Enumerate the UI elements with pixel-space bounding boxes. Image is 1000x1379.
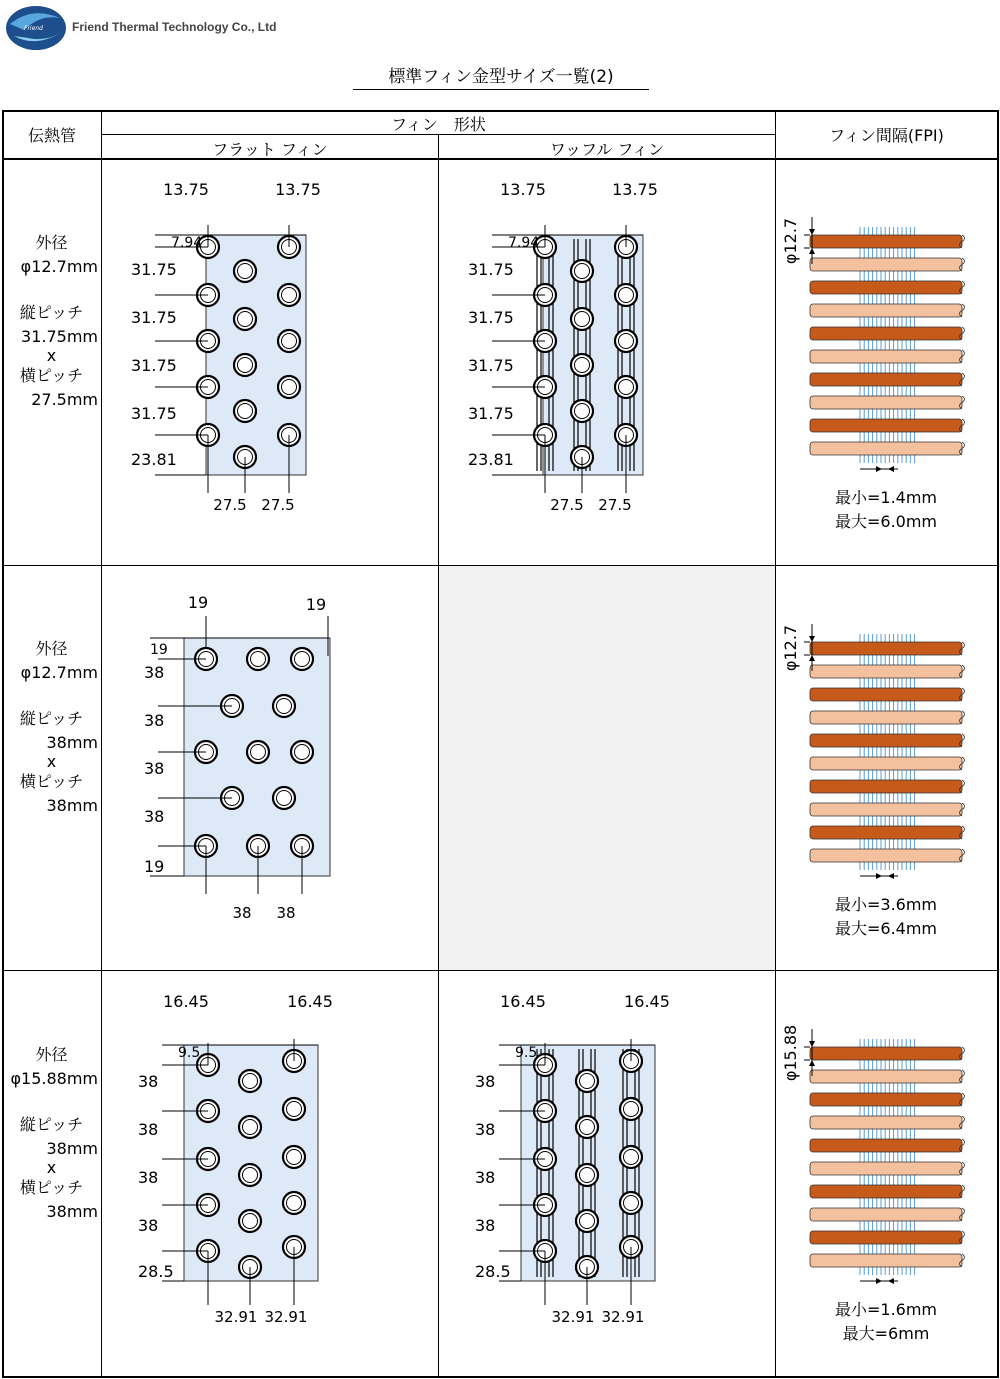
- header-fpi: フィン間隔(FPI): [829, 126, 944, 145]
- fpi-min-label: 最小=1.6mm: [834, 1300, 938, 1319]
- dim-first-offset: 9.5: [178, 1045, 201, 1061]
- dim-top-right: 13.75: [275, 180, 321, 199]
- arrow-head: [809, 636, 815, 642]
- tube-section: [810, 780, 962, 793]
- dim-pitch: 31.75: [131, 308, 177, 327]
- dim-top-right: 19: [305, 595, 327, 614]
- tube-section: [810, 688, 962, 701]
- dim-first-offset: 7.94: [508, 235, 540, 251]
- waffle-fin-diagram-1: [439, 159, 775, 565]
- dim-pitch: 31.75: [131, 260, 177, 279]
- dim-first-offset: 19: [150, 642, 168, 658]
- dim-top-left: 13.75: [500, 180, 546, 199]
- dim-bottom-right: 32.91: [264, 1308, 308, 1326]
- dim-pitch: 38: [138, 1216, 159, 1235]
- dim-pitch: 38: [475, 1168, 496, 1187]
- tube-hole-inner: [243, 1074, 258, 1089]
- dim-top-left: 16.45: [500, 992, 546, 1011]
- arrow-head: [876, 466, 882, 472]
- dim-pitch: 38: [144, 759, 165, 778]
- tube-section: [810, 1047, 962, 1060]
- tube-section: [810, 1162, 962, 1175]
- fpi-min-label: 最小=1.4mm: [834, 488, 938, 507]
- tube-section: [810, 350, 962, 363]
- tube-hole-inner: [624, 1196, 639, 1211]
- dim-pitch: 38: [144, 711, 165, 730]
- tube-hole-inner: [282, 288, 297, 303]
- dim-bottom-right: 27.5: [598, 496, 632, 514]
- fpi-min-label: 最小=3.6mm: [834, 895, 938, 914]
- tube-hole-inner: [243, 1120, 258, 1135]
- dim-pitch: 38: [144, 663, 165, 682]
- tube-section: [810, 642, 962, 655]
- dim-first-offset: 9.5: [515, 1045, 538, 1061]
- tube-hole-inner: [277, 791, 292, 806]
- dim-pitch: 31.75: [131, 356, 177, 375]
- dim-bottom-offset: 19: [144, 857, 165, 876]
- tube-section: [810, 1231, 962, 1244]
- fpi-diagram-3: [776, 971, 997, 1376]
- arrow-head: [809, 229, 815, 235]
- flat-fin-diagram-1: [102, 159, 438, 565]
- tube-section: [810, 442, 962, 455]
- tube-hole-inner: [282, 334, 297, 349]
- dim-top-left: 19: [187, 593, 209, 612]
- tube-section: [810, 1185, 962, 1198]
- flat-fin-diagram-3: [102, 971, 438, 1376]
- tube-hole-inner: [238, 404, 253, 419]
- tube-hole-inner: [619, 380, 634, 395]
- dim-bottom-right: 38: [276, 904, 296, 922]
- tube-section: [810, 849, 962, 862]
- tube-section: [810, 1139, 962, 1152]
- tube-section: [810, 235, 962, 248]
- tube-hole-inner: [619, 334, 634, 349]
- tube-section: [810, 1093, 962, 1106]
- tube-hole-inner: [238, 264, 253, 279]
- dim-bottom-offset: 28.5: [475, 1262, 511, 1281]
- dim-bottom-left: 27.5: [550, 496, 584, 514]
- header-tube: 伝熱管: [27, 126, 76, 145]
- fpi-max-label: 最大=6.0mm: [834, 512, 938, 531]
- tube-section: [810, 327, 962, 340]
- row-label-2: 外径 φ12.7mm 縦ピッチ 38mm x 横ピッチ 38mm: [19, 639, 98, 815]
- tube-hole-inner: [580, 1214, 595, 1229]
- fpi-diameter-label: φ12.7: [781, 624, 800, 672]
- arrow-head: [876, 1278, 882, 1284]
- tube-section: [810, 1116, 962, 1129]
- dim-pitch: 31.75: [468, 356, 514, 375]
- dim-bottom-offset: 23.81: [131, 450, 177, 469]
- header-fin-shape: フィン 形状: [391, 115, 486, 134]
- dim-bottom-left: 32.91: [551, 1308, 595, 1326]
- tube-section: [810, 304, 962, 317]
- tube-section: [810, 734, 962, 747]
- tube-hole-inner: [580, 1074, 595, 1089]
- dim-pitch: 38: [144, 807, 165, 826]
- dim-pitch: 31.75: [468, 260, 514, 279]
- page-title: 標準フィン金型サイズ一覧(2): [353, 62, 649, 90]
- arrow-head: [809, 1060, 815, 1066]
- row-label-1: 外径 φ12.7mm 縦ピッチ 31.75mm x 横ピッチ 27.5mm: [19, 233, 98, 409]
- tube-section: [810, 757, 962, 770]
- tube-section: [810, 711, 962, 724]
- tube-hole-inner: [287, 1102, 302, 1117]
- dim-bottom-left: 27.5: [213, 496, 247, 514]
- dim-bottom-right: 27.5: [261, 496, 295, 514]
- flat-fin-diagram-2: [102, 566, 438, 970]
- dim-bottom-left: 32.91: [214, 1308, 258, 1326]
- tube-section: [810, 665, 962, 678]
- fpi-diameter-label: φ12.7: [781, 217, 800, 265]
- tube-section: [810, 281, 962, 294]
- dim-bottom-offset: 23.81: [468, 450, 514, 469]
- row-label-3: 外径 φ15.88mm 縦ピッチ 38mm x 横ピッチ 38mm: [10, 1045, 98, 1221]
- arrow-head: [888, 466, 894, 472]
- tube-hole-inner: [287, 1150, 302, 1165]
- dim-top-right: 16.45: [624, 992, 670, 1011]
- tube-section: [810, 396, 962, 409]
- header-waffle-fin: ワッフル フィン: [549, 140, 665, 159]
- tube-hole-inner: [287, 1196, 302, 1211]
- fpi-max-label: 最大=6.4mm: [834, 919, 938, 938]
- tube-hole-inner: [575, 358, 590, 373]
- tube-section: [810, 419, 962, 432]
- tube-hole-inner: [251, 745, 266, 760]
- tube-hole-inner: [580, 1168, 595, 1183]
- fpi-max-label: 最大=6mm: [842, 1324, 930, 1343]
- header-flat-fin: フラット フィン: [212, 140, 328, 159]
- dim-top-left: 16.45: [163, 992, 209, 1011]
- empty-waffle-cell: [439, 566, 775, 970]
- tube-hole-inner: [575, 264, 590, 279]
- tube-section: [810, 373, 962, 386]
- fpi-diagram-2: [776, 566, 997, 970]
- dim-pitch: 38: [138, 1168, 159, 1187]
- tube-hole-inner: [251, 652, 266, 667]
- dim-pitch: 38: [475, 1120, 496, 1139]
- dim-top-left: 13.75: [163, 180, 209, 199]
- tube-hole-inner: [238, 358, 253, 373]
- tube-hole-inner: [243, 1214, 258, 1229]
- tube-hole-inner: [624, 1102, 639, 1117]
- tube-section: [810, 1070, 962, 1083]
- dim-top-right: 16.45: [287, 992, 333, 1011]
- dim-pitch: 31.75: [468, 308, 514, 327]
- tube-section: [810, 803, 962, 816]
- tube-hole-inner: [238, 312, 253, 327]
- dim-pitch: 31.75: [131, 404, 177, 423]
- arrow-head: [888, 873, 894, 879]
- dim-bottom-offset: 28.5: [138, 1262, 174, 1281]
- tube-hole-inner: [580, 1120, 595, 1135]
- dim-pitch: 31.75: [468, 404, 514, 423]
- company-name: Friend Thermal Technology Co., Ltd: [72, 20, 277, 34]
- waffle-fin-diagram-3: [439, 971, 775, 1376]
- fpi-diagram-1: [776, 159, 997, 565]
- dim-first-offset: 7.94: [171, 235, 203, 251]
- tube-section: [810, 826, 962, 839]
- dim-top-right: 13.75: [612, 180, 658, 199]
- tube-hole-inner: [624, 1150, 639, 1165]
- dim-bottom-right: 32.91: [601, 1308, 645, 1326]
- arrow-head: [809, 248, 815, 254]
- arrow-head: [888, 1278, 894, 1284]
- dim-pitch: 38: [475, 1072, 496, 1091]
- tube-section: [810, 1254, 962, 1267]
- tube-hole-inner: [575, 312, 590, 327]
- dim-bottom-left: 38: [232, 904, 252, 922]
- tube-hole-inner: [575, 404, 590, 419]
- dim-pitch: 38: [138, 1120, 159, 1139]
- tube-hole-inner: [619, 288, 634, 303]
- tube-hole-inner: [277, 699, 292, 714]
- tube-hole-inner: [282, 380, 297, 395]
- tube-hole-inner: [243, 1168, 258, 1183]
- dim-pitch: 38: [138, 1072, 159, 1091]
- arrow-head: [809, 655, 815, 661]
- fpi-diameter-label: φ15.88: [781, 1024, 800, 1082]
- svg-text:Friend: Friend: [24, 25, 43, 32]
- dim-pitch: 38: [475, 1216, 496, 1235]
- tube-section: [810, 258, 962, 271]
- arrow-head: [876, 873, 882, 879]
- arrow-head: [809, 1041, 815, 1047]
- tube-hole-inner: [295, 745, 310, 760]
- tube-hole-inner: [295, 652, 310, 667]
- tube-section: [810, 1208, 962, 1221]
